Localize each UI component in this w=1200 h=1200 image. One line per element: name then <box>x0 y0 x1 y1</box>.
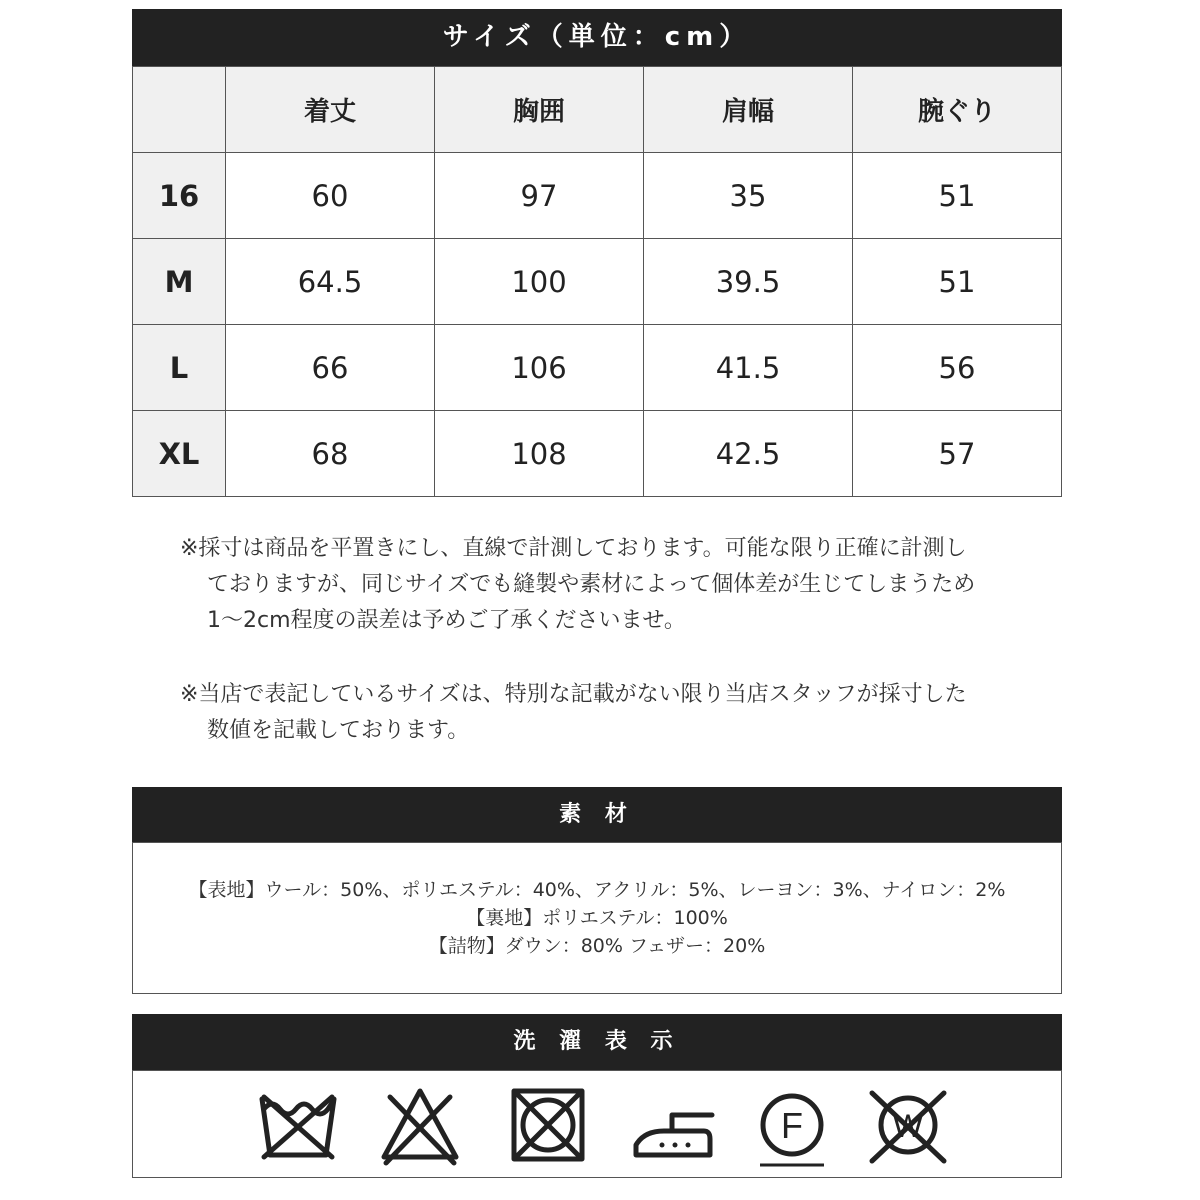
size-value: 56 <box>853 325 1062 411</box>
size-value: 68 <box>226 411 435 497</box>
wet-clean-letter: W <box>892 1108 924 1144</box>
size-value: 66 <box>226 325 435 411</box>
size-row-xl <box>133 411 1062 497</box>
dry-clean-letter: F <box>781 1105 803 1146</box>
no-tumble-dry-icon <box>506 1083 590 1167</box>
material-box <box>132 842 1062 994</box>
size-value: 97 <box>435 153 644 239</box>
measurement-note <box>180 531 1070 639</box>
wash-section-title: 洗 濯 表 示 <box>132 1014 1062 1070</box>
size-value: 60 <box>226 153 435 239</box>
size-label-note-line: 数値を記載しております。 <box>207 718 470 743</box>
material-outer: 【表地】ウール：50%、ポリエステル：40%、アクリル：5%、レーヨン：3%、ナイロン：2% <box>188 879 1006 901</box>
no-wash-icon <box>256 1083 340 1167</box>
no-wet-clean-icon <box>866 1083 950 1167</box>
size-table-header-row <box>133 67 1062 153</box>
size-label: XL <box>133 411 226 497</box>
size-row-16 <box>133 153 1062 239</box>
size-row-l <box>133 325 1062 411</box>
measurement-note-line: ておりますが、同じサイズでも縫製や素材によって個体差が生じてしまうため <box>207 572 976 597</box>
size-section-title: サイズ（単位：cm） <box>132 9 1062 66</box>
size-label-note-line: ※当店で表記しているサイズは、特別な記載がない限り当店スタッフが採寸した <box>180 682 967 707</box>
size-value: 51 <box>853 239 1062 325</box>
size-value: 39.5 <box>644 239 853 325</box>
column-header-chest: 胸囲 <box>435 67 644 153</box>
size-row-m <box>133 239 1062 325</box>
dry-clean-f-icon <box>750 1083 834 1167</box>
size-table <box>132 66 1062 497</box>
wash-symbols-box <box>132 1070 1062 1178</box>
size-label: M <box>133 239 226 325</box>
size-label: L <box>133 325 226 411</box>
size-table-corner <box>133 67 226 153</box>
size-value: 64.5 <box>226 239 435 325</box>
material-lining: 【裏地】ポリエステル：100% <box>466 907 728 929</box>
size-value: 35 <box>644 153 853 239</box>
material-filling: 【詰物】ダウン：80% フェザー：20% <box>428 935 766 957</box>
size-value: 57 <box>853 411 1062 497</box>
column-header-armhole: 腕ぐり <box>853 67 1062 153</box>
size-label-note <box>180 677 1070 749</box>
size-value: 51 <box>853 153 1062 239</box>
size-value: 42.5 <box>644 411 853 497</box>
iron-low-icon <box>632 1083 716 1167</box>
material-section-title: 素 材 <box>132 787 1062 842</box>
no-bleach-icon <box>378 1083 462 1167</box>
material-lines <box>133 876 1061 960</box>
size-value: 108 <box>435 411 644 497</box>
size-value: 106 <box>435 325 644 411</box>
size-value: 41.5 <box>644 325 853 411</box>
measurement-note-line: 1〜2cm程度の誤差は予めご了承くださいませ。 <box>207 608 686 633</box>
size-value: 100 <box>435 239 644 325</box>
column-header-shoulder: 肩幅 <box>644 67 853 153</box>
column-header-length: 着丈 <box>226 67 435 153</box>
size-label: 16 <box>133 153 226 239</box>
measurement-note-line: ※採寸は商品を平置きにし、直線で計測しております。可能な限り正確に計測し <box>180 536 967 561</box>
